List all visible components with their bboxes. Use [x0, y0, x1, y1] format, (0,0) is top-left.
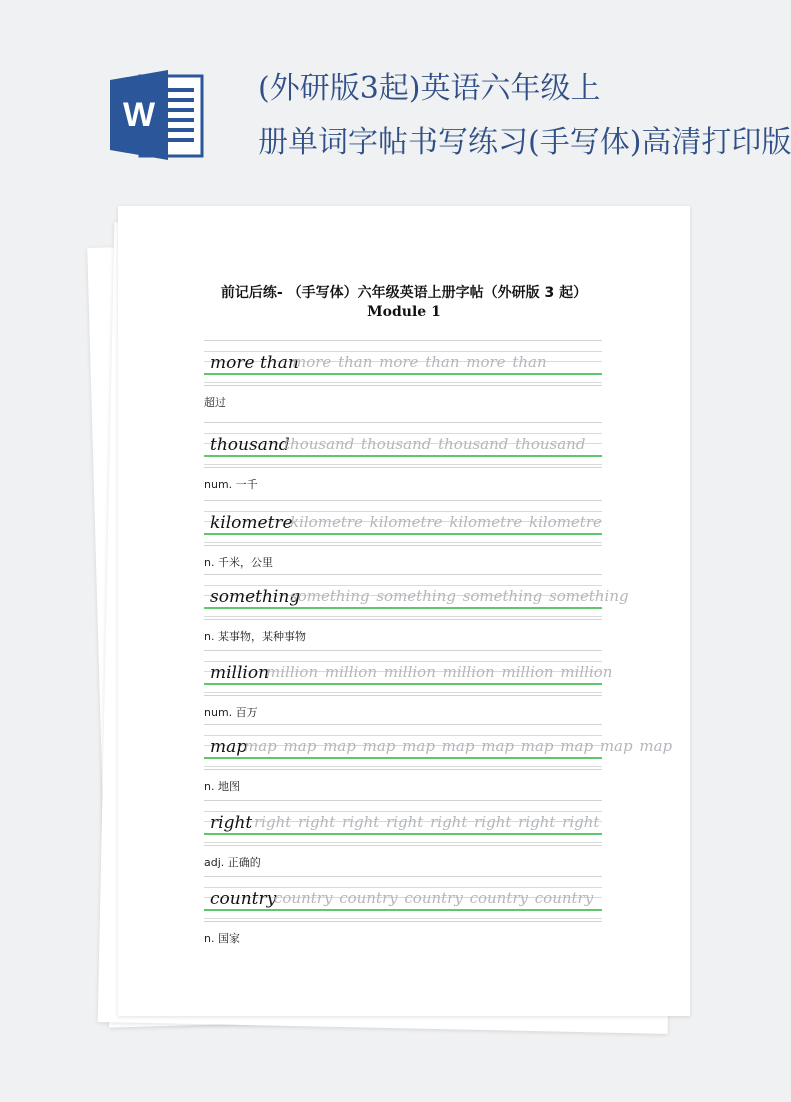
word-meaning: 超过 — [204, 396, 226, 409]
handwriting-strip — [204, 340, 602, 386]
trace-words: kilometre kilometre kilometre kilometre — [290, 513, 602, 531]
handwriting-strip — [204, 422, 602, 468]
trace-words: right right right right right right right right — [254, 813, 600, 831]
vocab-entry — [204, 650, 613, 724]
word-meaning: num. 一千 — [204, 478, 258, 491]
word-meaning: n. 国家 — [204, 932, 240, 945]
module-heading: Module 1 — [367, 304, 441, 320]
svg-text:W: W — [122, 96, 156, 134]
vocab-word: something — [210, 587, 301, 607]
header-title — [258, 62, 791, 170]
vocab-word: million — [210, 663, 270, 683]
vocab-entry — [204, 876, 602, 950]
vocab-word: kilometre — [210, 513, 293, 533]
trace-words: country country country country country — [274, 889, 594, 907]
vocab-word: right — [210, 813, 253, 833]
header-title-line2: 册单词字帖书写练习(手写体)高清打印版 — [258, 125, 791, 160]
vocab-entry — [204, 800, 602, 874]
handwriting-strip — [204, 650, 613, 696]
vocab-word: map — [210, 737, 248, 757]
vocab-entry — [204, 422, 602, 496]
word-meaning: n. 地图 — [204, 780, 240, 793]
vocab-word: country — [210, 889, 277, 909]
vocab-entry — [204, 574, 629, 648]
handwriting-strip — [204, 724, 673, 770]
handwriting-strip — [204, 876, 602, 922]
vocab-entry — [204, 500, 602, 574]
trace-words: something something something something — [290, 587, 629, 605]
trace-words: million million million million million million — [266, 663, 613, 681]
trace-words: more than more than more than — [292, 353, 547, 371]
word-meaning: n. 千米，公里 — [204, 556, 273, 569]
trace-words: map map map map map map map map map map map — [244, 737, 673, 755]
vocab-word: thousand — [210, 435, 290, 455]
word-meaning: adj. 正确的 — [204, 856, 261, 869]
word-meaning: n. 某事物，某种事物 — [204, 630, 306, 643]
handwriting-strip — [204, 800, 602, 846]
vocab-entry — [204, 340, 602, 414]
document-page — [118, 206, 690, 1016]
document-title: 前记后练- （手写体）六年级英语上册字帖（外研版 3 起） — [220, 285, 588, 301]
vocab-word: more than — [210, 353, 299, 373]
word-document-icon — [110, 70, 208, 160]
handwriting-strip — [204, 500, 602, 546]
handwriting-strip — [204, 574, 629, 620]
word-meaning: num. 百万 — [204, 706, 258, 719]
header-title-line1: (外研版3起)英语六年级上 — [258, 71, 601, 106]
vocab-entry — [204, 724, 673, 798]
trace-words: thousand thousand thousand thousand — [284, 435, 586, 453]
